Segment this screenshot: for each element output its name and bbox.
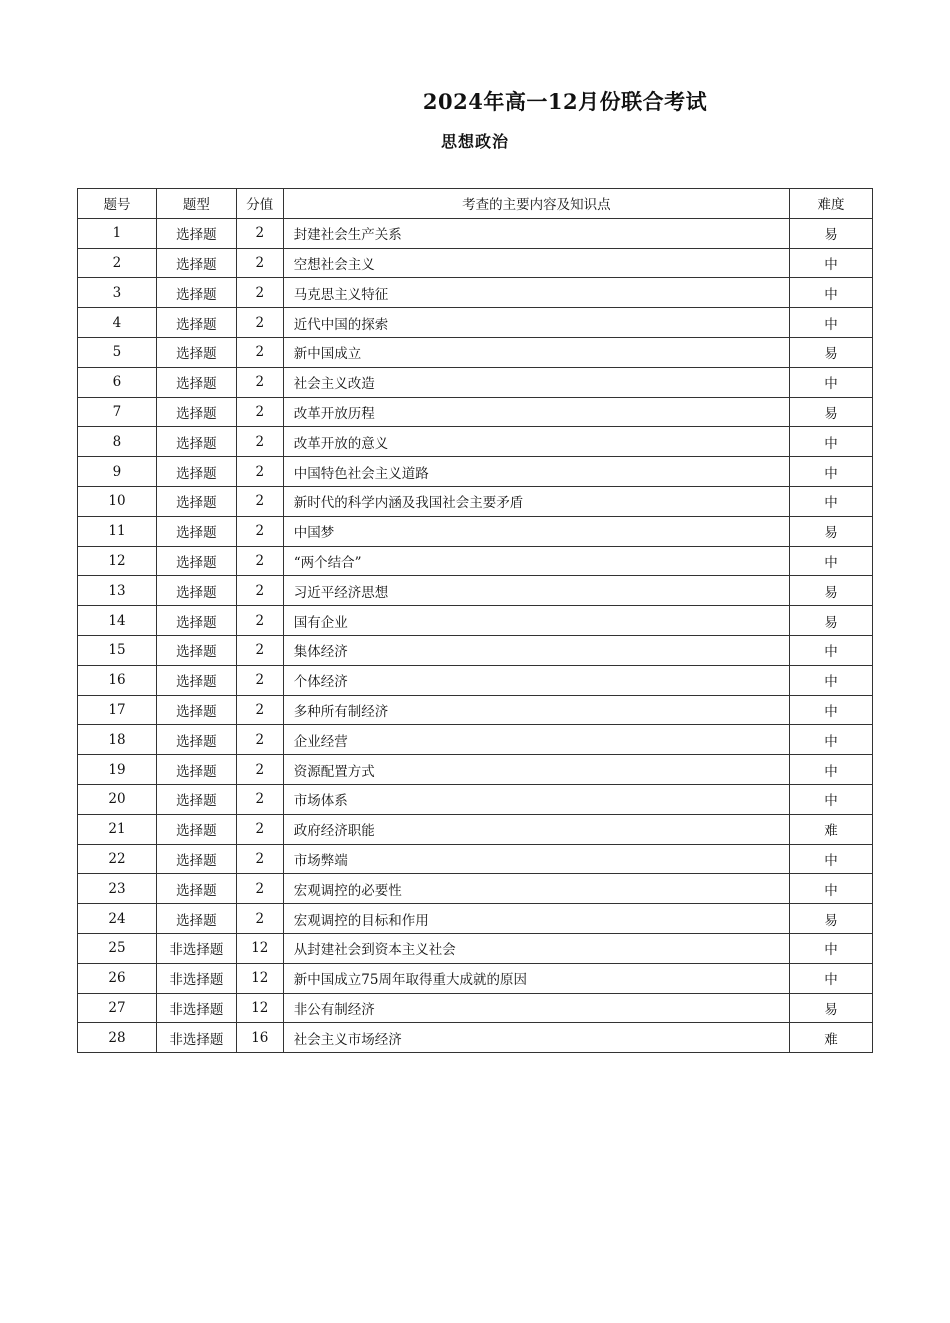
cell-score: 2 (236, 904, 283, 934)
cell-question-type: 选择题 (156, 606, 236, 636)
cell-difficulty: 易 (790, 606, 873, 636)
cell-content: 集体经济 (283, 635, 789, 665)
cell-question-number: 24 (78, 904, 157, 934)
cell-difficulty: 中 (790, 874, 873, 904)
cell-question-number: 13 (78, 576, 157, 606)
cell-score: 2 (236, 665, 283, 695)
header-difficulty: 难度 (790, 189, 873, 219)
cell-difficulty: 中 (790, 367, 873, 397)
cell-score: 2 (236, 576, 283, 606)
cell-score: 2 (236, 457, 283, 487)
cell-score: 2 (236, 248, 283, 278)
cell-difficulty: 中 (790, 844, 873, 874)
cell-score: 2 (236, 755, 283, 785)
cell-question-number: 7 (78, 397, 157, 427)
table-row (78, 427, 873, 457)
document-subtitle: 思想政治 (440, 132, 509, 151)
cell-question-type: 非选择题 (156, 1023, 236, 1053)
cell-content: 新中国成立75周年取得重大成就的原因 (283, 963, 789, 993)
table-row (78, 844, 873, 874)
cell-difficulty: 难 (790, 1023, 873, 1053)
table-row (78, 725, 873, 755)
cell-question-type: 选择题 (156, 218, 236, 248)
cell-content: 政府经济职能 (283, 814, 789, 844)
cell-content: “两个结合” (283, 546, 789, 576)
cell-content: 宏观调控的目标和作用 (283, 904, 789, 934)
cell-question-number: 4 (78, 308, 157, 338)
cell-score: 2 (236, 844, 283, 874)
cell-content: 中国梦 (283, 516, 789, 546)
cell-question-type: 选择题 (156, 546, 236, 576)
cell-score: 2 (236, 427, 283, 457)
table-row (78, 397, 873, 427)
cell-question-number: 26 (78, 963, 157, 993)
cell-difficulty: 难 (790, 814, 873, 844)
table-row (78, 367, 873, 397)
cell-question-type: 选择题 (156, 874, 236, 904)
cell-question-type: 选择题 (156, 665, 236, 695)
cell-question-type: 选择题 (156, 784, 236, 814)
table-row (78, 755, 873, 785)
table-header-row (78, 189, 873, 219)
cell-difficulty: 中 (790, 248, 873, 278)
table-row (78, 576, 873, 606)
cell-difficulty: 中 (790, 784, 873, 814)
table-row (78, 904, 873, 934)
cell-difficulty: 中 (790, 665, 873, 695)
cell-question-number: 27 (78, 993, 157, 1023)
cell-score: 2 (236, 784, 283, 814)
header-content: 考查的主要内容及知识点 (283, 189, 789, 219)
table-row (78, 486, 873, 516)
cell-question-type: 非选择题 (156, 933, 236, 963)
cell-difficulty: 易 (790, 904, 873, 934)
cell-content: 中国特色社会主义道路 (283, 457, 789, 487)
cell-difficulty: 中 (790, 695, 873, 725)
cell-question-number: 14 (78, 606, 157, 636)
cell-score: 2 (236, 337, 283, 367)
cell-content: 社会主义市场经济 (283, 1023, 789, 1053)
cell-content: 国有企业 (283, 606, 789, 636)
cell-content: 企业经营 (283, 725, 789, 755)
cell-difficulty: 中 (790, 725, 873, 755)
document-title: 2024年高一12月份联合考试 (422, 89, 708, 114)
cell-question-type: 选择题 (156, 337, 236, 367)
cell-score: 2 (236, 367, 283, 397)
table-row (78, 635, 873, 665)
cell-question-number: 19 (78, 755, 157, 785)
cell-score: 2 (236, 606, 283, 636)
table-body (78, 218, 873, 1052)
cell-question-number: 10 (78, 486, 157, 516)
cell-question-number: 12 (78, 546, 157, 576)
table-row (78, 814, 873, 844)
cell-question-type: 选择题 (156, 457, 236, 487)
cell-content: 空想社会主义 (283, 248, 789, 278)
table-row (78, 218, 873, 248)
cell-difficulty: 易 (790, 397, 873, 427)
table-row (78, 457, 873, 487)
cell-question-type: 选择题 (156, 814, 236, 844)
cell-score: 2 (236, 218, 283, 248)
cell-difficulty: 中 (790, 457, 873, 487)
cell-content: 宏观调控的必要性 (283, 874, 789, 904)
cell-question-type: 选择题 (156, 248, 236, 278)
cell-question-number: 21 (78, 814, 157, 844)
cell-question-type: 选择题 (156, 516, 236, 546)
cell-question-number: 6 (78, 367, 157, 397)
cell-question-number: 1 (78, 218, 157, 248)
cell-content: 封建社会生产关系 (283, 218, 789, 248)
table-row (78, 337, 873, 367)
cell-content: 个体经济 (283, 665, 789, 695)
cell-content: 社会主义改造 (283, 367, 789, 397)
cell-score: 12 (236, 993, 283, 1023)
cell-question-number: 3 (78, 278, 157, 308)
cell-content: 新时代的科学内涵及我国社会主要矛盾 (283, 486, 789, 516)
cell-difficulty: 易 (790, 516, 873, 546)
table-row (78, 546, 873, 576)
cell-score: 2 (236, 516, 283, 546)
cell-content: 市场弊端 (283, 844, 789, 874)
cell-difficulty: 易 (790, 337, 873, 367)
cell-score: 2 (236, 874, 283, 904)
cell-difficulty: 易 (790, 576, 873, 606)
cell-question-type: 选择题 (156, 486, 236, 516)
cell-question-type: 选择题 (156, 576, 236, 606)
cell-question-type: 选择题 (156, 397, 236, 427)
cell-difficulty: 中 (790, 755, 873, 785)
cell-difficulty: 中 (790, 933, 873, 963)
cell-score: 12 (236, 933, 283, 963)
cell-question-number: 20 (78, 784, 157, 814)
cell-question-number: 15 (78, 635, 157, 665)
cell-question-type: 选择题 (156, 635, 236, 665)
cell-content: 新中国成立 (283, 337, 789, 367)
cell-question-type: 选择题 (156, 725, 236, 755)
table-row (78, 933, 873, 963)
cell-question-number: 11 (78, 516, 157, 546)
cell-difficulty: 易 (790, 993, 873, 1023)
cell-question-number: 5 (78, 337, 157, 367)
table-row (78, 695, 873, 725)
cell-question-type: 选择题 (156, 844, 236, 874)
cell-score: 16 (236, 1023, 283, 1053)
cell-difficulty: 中 (790, 486, 873, 516)
header-score: 分值 (236, 189, 283, 219)
table-row (78, 308, 873, 338)
table-row (78, 278, 873, 308)
cell-question-type: 选择题 (156, 695, 236, 725)
table-row (78, 516, 873, 546)
cell-score: 2 (236, 695, 283, 725)
cell-difficulty: 中 (790, 278, 873, 308)
cell-content: 改革开放的意义 (283, 427, 789, 457)
cell-difficulty: 中 (790, 963, 873, 993)
table-row (78, 606, 873, 636)
table-row (78, 993, 873, 1023)
cell-score: 2 (236, 278, 283, 308)
table-row (78, 665, 873, 695)
cell-question-number: 23 (78, 874, 157, 904)
cell-question-type: 选择题 (156, 367, 236, 397)
cell-difficulty: 中 (790, 308, 873, 338)
cell-question-number: 25 (78, 933, 157, 963)
cell-question-type: 非选择题 (156, 993, 236, 1023)
cell-question-type: 选择题 (156, 755, 236, 785)
cell-score: 2 (236, 635, 283, 665)
cell-question-number: 8 (78, 427, 157, 457)
cell-question-type: 选择题 (156, 427, 236, 457)
table-row (78, 784, 873, 814)
table-row (78, 874, 873, 904)
cell-question-number: 17 (78, 695, 157, 725)
cell-content: 市场体系 (283, 784, 789, 814)
table-row (78, 1023, 873, 1053)
exam-content-table (77, 188, 873, 1053)
cell-content: 多种所有制经济 (283, 695, 789, 725)
table-row (78, 963, 873, 993)
cell-difficulty: 中 (790, 546, 873, 576)
cell-question-number: 16 (78, 665, 157, 695)
cell-content: 习近平经济思想 (283, 576, 789, 606)
cell-difficulty: 中 (790, 635, 873, 665)
cell-score: 12 (236, 963, 283, 993)
header-question-type: 题型 (156, 189, 236, 219)
cell-question-type: 选择题 (156, 308, 236, 338)
cell-question-number: 18 (78, 725, 157, 755)
cell-content: 近代中国的探索 (283, 308, 789, 338)
table-row (78, 248, 873, 278)
cell-difficulty: 中 (790, 427, 873, 457)
cell-difficulty: 易 (790, 218, 873, 248)
header-question-number: 题号 (78, 189, 157, 219)
cell-question-type: 选择题 (156, 278, 236, 308)
cell-question-number: 9 (78, 457, 157, 487)
cell-content: 改革开放历程 (283, 397, 789, 427)
cell-question-number: 2 (78, 248, 157, 278)
cell-question-number: 28 (78, 1023, 157, 1053)
cell-content: 非公有制经济 (283, 993, 789, 1023)
cell-score: 2 (236, 308, 283, 338)
cell-question-type: 选择题 (156, 904, 236, 934)
cell-score: 2 (236, 725, 283, 755)
cell-question-number: 22 (78, 844, 157, 874)
cell-question-type: 非选择题 (156, 963, 236, 993)
cell-score: 2 (236, 814, 283, 844)
cell-score: 2 (236, 486, 283, 516)
cell-score: 2 (236, 397, 283, 427)
cell-content: 马克思主义特征 (283, 278, 789, 308)
cell-content: 从封建社会到资本主义社会 (283, 933, 789, 963)
cell-content: 资源配置方式 (283, 755, 789, 785)
cell-score: 2 (236, 546, 283, 576)
